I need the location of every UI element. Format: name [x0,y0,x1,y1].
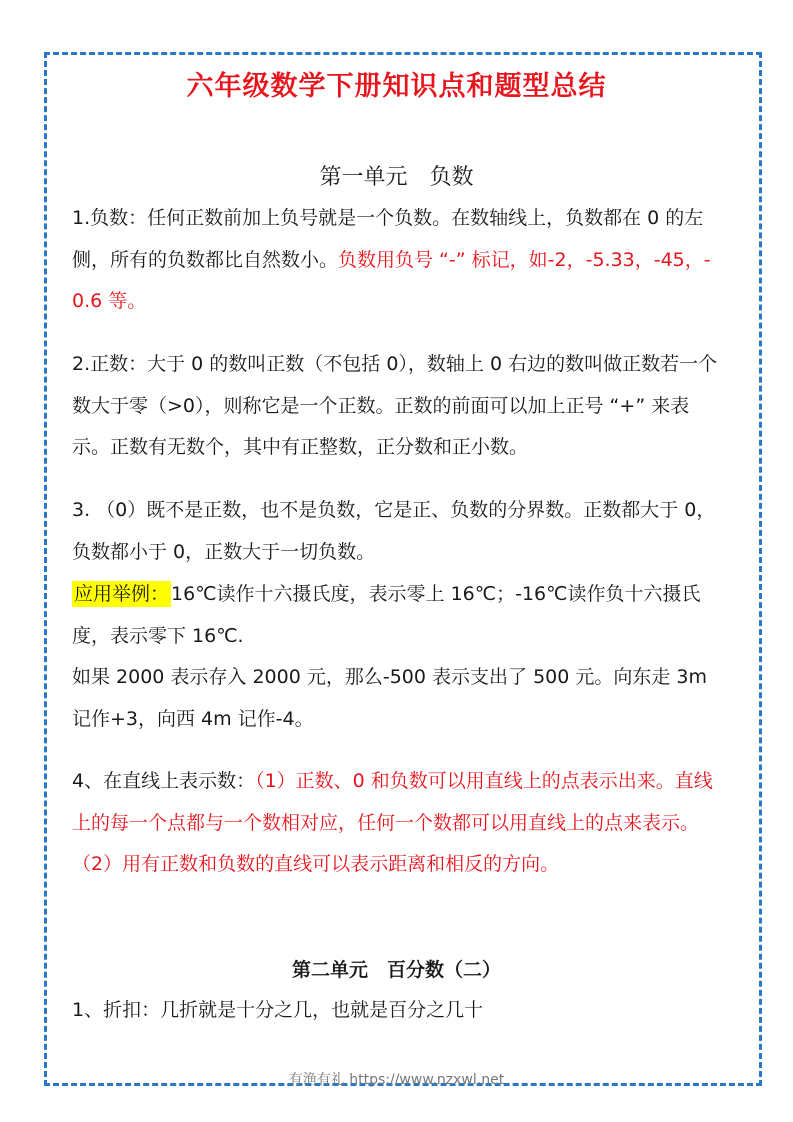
number-line-red-text: （1）正数、0 和负数可以用直线上的点表示出来。直线上的每一个点都与一个数相对应，任何一个数都可以用直线上的点来表示。（2）用有正数和负数的直线可以表示距离和相反的方向。 [72,770,713,875]
negative-definition-text: 1.负数：任何正数前加上负号就是一个负数。在数轴线上，负数都在 0 的左侧，所有的负数都比自然数小。 [72,207,704,271]
negative-notation-text: 负数用负号 “-” 标记，如-2，-5.33，-45，-0.6 等。 [72,248,711,312]
paragraph-negative-numbers [72,198,724,323]
paragraph-discount: 1、折扣：几折就是十分之几，也就是百分之几十 [72,999,484,1021]
number-line-lead: 4、在直线上表示数： [72,770,256,792]
paragraph-positive-numbers: 2.正数：大于 0 的数叫正数（不包括 0），数轴上 0 右边的数叫做正数若一个数大于零（>0），则称它是一个正数。正数的前面可以加上正号 “+” 来表示。正数有无数个，其中有正整数，正分数和正小数。 [72,353,718,458]
paragraph-number-line [72,761,724,886]
page-title: 六年级数学下册知识点和题型总结 [186,71,607,102]
paragraph-example-money: 如果 2000 表示存入 2000 元，那么-500 表示支出了 500 元。向东走 3m 记作+3，向西 4m 记作-4。 [72,666,708,730]
paragraph-zero: 3. （0）既不是正数，也不是负数，它是正、负数的分界数。正数都大于 0，负数都小于 0，正数大于一切负数。 [72,499,716,563]
unit1-heading: 第一单元 负数 [319,165,474,190]
paragraph-application-example [72,574,724,657]
unit2-heading: 第二单元 百分数（二） [291,959,501,981]
footer-watermark: 有渔有礼 https://www.nzxwl.net [288,1072,505,1088]
example-temperature-text: 16℃读作十六摄氏度，表示零上 16℃；-16℃读作负十六摄氏度，表示零下 16℃. [72,583,701,647]
example-label-highlight: 应用举例： [74,583,170,605]
